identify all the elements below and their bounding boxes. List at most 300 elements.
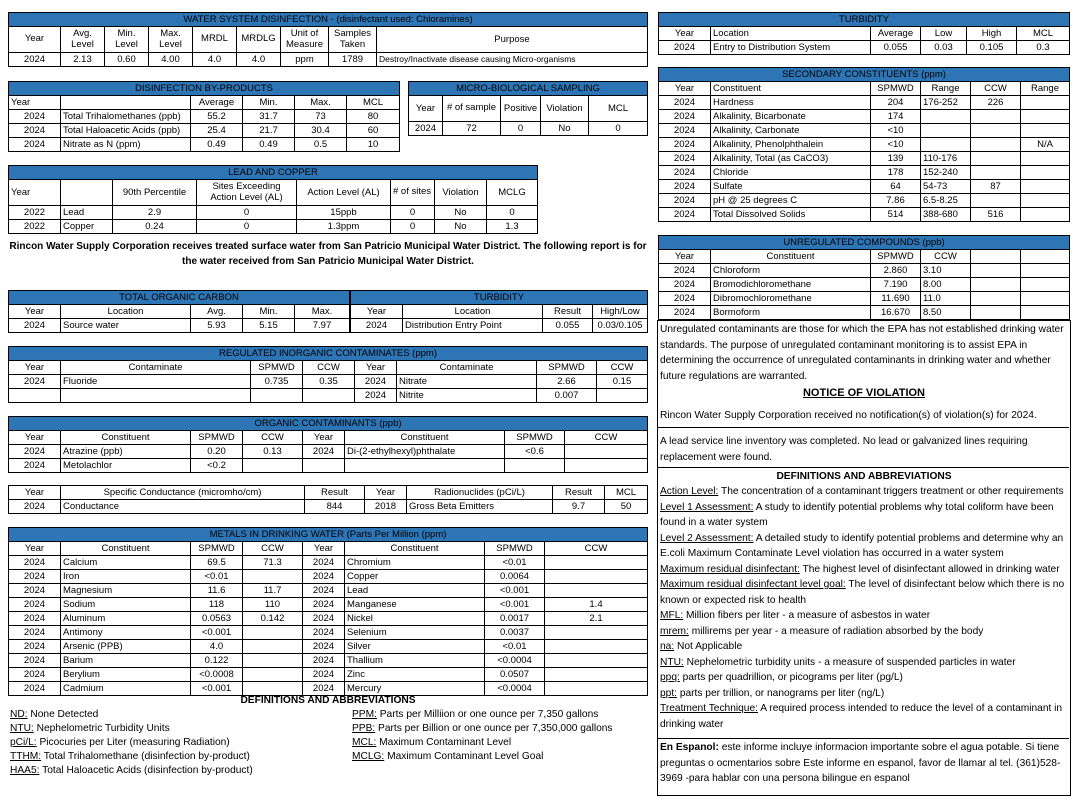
table-cell	[345, 459, 505, 473]
table-cell: 2024	[355, 389, 397, 403]
espanol-label: En Espanol:	[660, 742, 719, 753]
col-header: Samples Taken	[329, 27, 377, 53]
table-cell	[243, 626, 303, 640]
turbidity-top-table-block	[658, 12, 1070, 55]
secondary-table	[658, 67, 1070, 222]
table-row	[9, 584, 648, 598]
col-header: Year	[9, 96, 61, 110]
table-cell: 2024	[303, 570, 345, 584]
table-cell	[971, 278, 1021, 292]
table-cell: 15ppb	[297, 206, 391, 220]
table-cell: 11.6	[191, 584, 243, 598]
table-cell: 0.0037	[485, 626, 545, 640]
metals-title: METALS IN DRINKING WATER (Parts Per Million (ppm)	[9, 528, 648, 542]
table-cell: 0.03	[921, 41, 967, 55]
divider	[657, 467, 1069, 468]
table-cell: <10	[871, 124, 921, 138]
table-cell: 2024	[9, 124, 61, 138]
col-header: Year	[409, 96, 443, 122]
table-cell: 2024	[9, 668, 61, 682]
table-cell: Distribution Entry Point	[403, 319, 543, 333]
table-cell: 2024	[9, 110, 61, 124]
table-cell: Bromodichloromethane	[711, 278, 871, 292]
col-header: Contaminate	[61, 361, 251, 375]
table-row	[409, 122, 648, 136]
table-cell	[971, 138, 1021, 152]
table-cell	[545, 668, 648, 682]
table-cell: Nitrite	[397, 389, 537, 403]
table-row	[659, 96, 1070, 110]
table-cell: 2024	[303, 668, 345, 682]
table-cell: 0	[501, 122, 541, 136]
table-cell	[1021, 208, 1070, 222]
table-cell: 2024	[9, 319, 61, 333]
table-cell: Total Dissolved Solids	[711, 208, 871, 222]
table-cell: 2024	[9, 500, 61, 514]
table-cell: 5.93	[191, 319, 243, 333]
col-header: Max. Level	[149, 27, 193, 53]
table-cell	[303, 389, 355, 403]
table-cell: Sodium	[61, 598, 191, 612]
definition-item	[352, 708, 648, 722]
table-cell: 2022	[9, 220, 61, 234]
espanol-text: este informe incluye informacion importante sobre el agua potable. Si tiene preguntas o ocmentarios sobre Este informe en espanol, favor de llamar al tel. (361)528-3969 -para hablar con una persona bilingue en espanol	[660, 742, 1061, 784]
table-cell	[1021, 194, 1070, 208]
table-cell: Alkalinity, Total (as CaCO3)	[711, 152, 871, 166]
table-cell: 2024	[659, 152, 711, 166]
table-cell	[1021, 180, 1070, 194]
table-cell	[971, 152, 1021, 166]
definition-text: Parts per Billion or one ounce per 7,350,000 gallons	[375, 723, 613, 734]
table-cell: 2024	[303, 640, 345, 654]
col-header: Constituent	[345, 542, 485, 556]
lead-line-inventory: A lead service line inventory was completed. No lead or galvanized lines requiring replacement were found.	[660, 436, 1028, 463]
table-cell: 2024	[659, 138, 711, 152]
table-cell: 2022	[9, 206, 61, 220]
definition-item	[660, 577, 1068, 608]
table-cell: 2024	[303, 626, 345, 640]
col-header: SPMWD	[191, 542, 243, 556]
table-cell: 2024	[9, 584, 61, 598]
table-cell: Total Trihalomethanes (ppb)	[61, 110, 191, 124]
table-row	[9, 53, 648, 67]
table-cell: 2024	[659, 166, 711, 180]
organic-title: ORGANIC CONTAMINANTS (ppb)	[9, 417, 648, 431]
table-cell: 0	[391, 220, 435, 234]
definition-text: Maximum Contaminant Level Goal	[384, 751, 544, 762]
definition-item	[10, 708, 340, 722]
table-cell: <0.01	[485, 556, 545, 570]
definition-term: ppq:	[660, 672, 680, 683]
col-header: Year	[9, 27, 61, 53]
micro-table-block	[408, 81, 648, 136]
col-header: Unit of Measure	[281, 27, 329, 53]
table-cell: Berylium	[61, 668, 191, 682]
col-header: Constituent	[61, 431, 191, 445]
definition-term: mrem:	[660, 625, 689, 637]
definition-item	[660, 500, 1068, 531]
col-header	[61, 96, 191, 110]
table-row	[659, 166, 1070, 180]
table-row	[659, 41, 1070, 55]
table-cell: 0.49	[191, 138, 243, 152]
inorganic-title: REGULATED INORGANIC CONTAMINATES (ppm)	[9, 347, 648, 361]
table-cell: <0.0004	[485, 654, 545, 668]
col-header: CCW	[303, 361, 355, 375]
table-cell: 2024	[9, 570, 61, 584]
table-cell: 0	[487, 206, 538, 220]
table-cell	[565, 445, 648, 459]
definition-term: Maximum residual disinfectant level goal:	[660, 579, 846, 590]
table-cell: 2024	[303, 682, 345, 696]
table-cell: 2024	[303, 556, 345, 570]
table-cell: 0.60	[105, 53, 149, 67]
table-cell: 0.055	[543, 319, 593, 333]
table-cell: 2024	[351, 319, 403, 333]
table-cell: 0.122	[191, 654, 243, 668]
definition-item	[660, 624, 1068, 640]
table-cell: Chromium	[345, 556, 485, 570]
table-cell: 2018	[365, 500, 407, 514]
table-cell: 2024	[9, 445, 61, 459]
table-cell: 0.49	[243, 138, 295, 152]
unregulated-title: UNREGULATED COMPOUNDS (ppb)	[659, 236, 1070, 250]
table-cell	[971, 306, 1021, 320]
table-cell: <0.001	[191, 682, 243, 696]
col-header: Average	[871, 27, 921, 41]
definition-item	[660, 686, 1068, 702]
col-header: Year	[659, 27, 711, 41]
col-header: # of sample	[443, 96, 501, 122]
col-header: Min. Level	[105, 27, 149, 53]
table-cell	[243, 668, 303, 682]
table-cell: 2024	[659, 292, 711, 306]
violation-title: NOTICE OF VIOLATION	[802, 387, 925, 399]
col-header: High/Low	[593, 305, 648, 319]
table-cell: Lead	[345, 584, 485, 598]
definition-term: PPM:	[352, 709, 377, 720]
toc-table	[8, 290, 350, 333]
table-cell	[971, 292, 1021, 306]
table-cell: 8.00	[921, 278, 971, 292]
table-cell	[545, 584, 648, 598]
table-cell: 0.055	[871, 41, 921, 55]
col-header: Max.	[295, 305, 350, 319]
definition-term: ppt:	[660, 687, 677, 699]
definition-item	[10, 722, 340, 736]
micro-table	[408, 81, 648, 136]
table-cell: Bormoform	[711, 306, 871, 320]
definition-text: Picocuries per Liter (measuring Radiation)	[36, 737, 230, 748]
definition-term: HAA5:	[10, 765, 40, 776]
table-cell: 54-73	[921, 180, 971, 194]
table-cell: 72	[443, 122, 501, 136]
table-row	[9, 640, 648, 654]
table-cell: <0.001	[485, 584, 545, 598]
table-cell: pH @ 25 degrees C	[711, 194, 871, 208]
table-cell: Nitrate	[397, 375, 537, 389]
table-cell: 0.0017	[485, 612, 545, 626]
col-header: Year	[9, 486, 61, 500]
col-header: Max.	[295, 96, 347, 110]
table-row	[9, 598, 648, 612]
table-row	[9, 124, 400, 138]
table-cell	[971, 110, 1021, 124]
col-header: Year	[365, 486, 407, 500]
table-row	[9, 375, 648, 389]
table-cell: 2024	[9, 626, 61, 640]
table-cell: Di-(2-ethylhexyl)phthalate	[345, 445, 505, 459]
table-cell: <0.0004	[485, 682, 545, 696]
definition-term: Level 2 Assessment:	[660, 532, 754, 544]
table-cell: 2024	[303, 612, 345, 626]
divider	[657, 738, 1069, 739]
table-cell: 2024	[659, 306, 711, 320]
col-header: Result	[305, 486, 365, 500]
table-cell: 11.7	[243, 584, 303, 598]
table-cell: 1789	[329, 53, 377, 67]
unregulated-table	[658, 235, 1070, 320]
table-row	[659, 152, 1070, 166]
table-cell: Copper	[61, 220, 113, 234]
table-cell: Calcium	[61, 556, 191, 570]
col-header: CCW	[243, 542, 303, 556]
table-cell: <0.0008	[191, 668, 243, 682]
col-header: # of sites	[391, 180, 435, 206]
table-cell: 226	[971, 96, 1021, 110]
col-header: Constituent	[711, 250, 871, 264]
table-row	[659, 208, 1070, 222]
defs-bottom-right	[352, 708, 648, 764]
table-cell: Mercury	[345, 682, 485, 696]
col-header: 90th Percentile	[113, 180, 197, 206]
col-header: Violation	[435, 180, 487, 206]
table-cell: 69.5	[191, 556, 243, 570]
table-cell: 2024	[303, 654, 345, 668]
definition-term: Action Level:	[660, 486, 719, 497]
table-cell: Nickel	[345, 612, 485, 626]
table-cell: Alkalinity, Carbonate	[711, 124, 871, 138]
table-cell: Aluminum	[61, 612, 191, 626]
table-cell	[921, 110, 971, 124]
table-row	[9, 459, 648, 473]
table-cell: 25.4	[191, 124, 243, 138]
col-header: Range	[1021, 82, 1070, 96]
rincon-note: Rincon Water Supply Corporation receives treated surface water from San Patricio Municipal Water District. The following report is for the water received from San Patricio Municipal Water District.	[9, 241, 647, 267]
table-cell: 0.5	[295, 138, 347, 152]
table-cell: 152-240	[921, 166, 971, 180]
table-cell: 0.0507	[485, 668, 545, 682]
table-cell	[971, 250, 1021, 264]
inorganic-table	[8, 346, 648, 403]
col-header: MRDL	[193, 27, 237, 53]
definition-text: Total Trihalomethane (disinfection by-product)	[41, 751, 250, 762]
table-row	[659, 138, 1070, 152]
table-cell: 2.13	[61, 53, 105, 67]
table-cell: 11.0	[921, 292, 971, 306]
micro-title: MICRO-BIOLOGICAL SAMPLING	[409, 82, 648, 96]
table-cell: Chloride	[711, 166, 871, 180]
col-header: Year	[659, 250, 711, 264]
table-cell: Nitrate as N (ppm)	[61, 138, 191, 152]
metals-table	[8, 527, 648, 696]
table-cell: 55.2	[191, 110, 243, 124]
table-row	[659, 278, 1070, 292]
definition-text: The concentration of a contaminant triggers treatment or other requirements	[718, 486, 1064, 497]
table-cell	[61, 389, 251, 403]
table-cell: 0.15	[597, 375, 648, 389]
definition-term: Level 1 Assessment:	[660, 501, 754, 513]
table-cell: <10	[871, 138, 921, 152]
table-cell: 0.142	[243, 612, 303, 626]
col-header: Violation	[541, 96, 589, 122]
col-header: SPMWD	[505, 431, 565, 445]
table-cell: 80	[347, 110, 400, 124]
table-cell: <0.001	[191, 626, 243, 640]
table-cell: 0.13	[243, 445, 303, 459]
table-row	[9, 556, 648, 570]
definition-text: Nephelometric Turbidity Units	[33, 723, 170, 734]
table-cell	[971, 194, 1021, 208]
col-header: Low	[921, 27, 967, 41]
definition-term: MCLG:	[352, 751, 385, 762]
table-cell: 174	[871, 110, 921, 124]
table-cell: Magnesium	[61, 584, 191, 598]
table-cell: 2024	[659, 264, 711, 278]
table-row	[659, 124, 1070, 138]
dbp-title: DISINFECTION BY-PRODUCTS	[9, 82, 400, 96]
table-row	[9, 206, 538, 220]
col-header: Year	[303, 542, 345, 556]
metals-table-block	[8, 527, 648, 696]
table-cell: 118	[191, 598, 243, 612]
table-cell: 2024	[9, 459, 61, 473]
table-cell: <0.001	[485, 598, 545, 612]
col-header: SPMWD	[485, 542, 545, 556]
table-cell: 2024	[9, 640, 61, 654]
table-cell	[9, 389, 61, 403]
table-cell: 5.15	[243, 319, 295, 333]
table-cell: 73	[295, 110, 347, 124]
divider	[657, 427, 1069, 428]
table-cell: 2024	[355, 375, 397, 389]
espanol-note	[660, 740, 1068, 787]
turbidity-top-title: TURBIDITY	[659, 13, 1070, 27]
disinfection-table	[8, 12, 648, 67]
definition-text: The level of disinfectant below which there is no known or expected risk to health	[660, 579, 1065, 606]
table-cell	[1021, 152, 1070, 166]
table-cell: Thallium	[345, 654, 485, 668]
table-cell: 2024	[9, 138, 61, 152]
definition-term: NTU:	[660, 656, 684, 668]
table-cell: Sulfate	[711, 180, 871, 194]
definition-item	[660, 608, 1068, 624]
table-row	[659, 292, 1070, 306]
turbidity-top-table	[658, 12, 1070, 55]
turbidity-mid-title: TURBIDITY	[351, 291, 648, 305]
table-cell: 0.03/0.105	[593, 319, 648, 333]
table-cell: 2024	[659, 180, 711, 194]
definition-text: parts per trillion, or nanograms per liter (ng/L)	[677, 687, 885, 699]
table-cell	[251, 389, 303, 403]
table-cell: 0.0563	[191, 612, 243, 626]
table-cell: 2.66	[537, 375, 597, 389]
col-header: CCW	[921, 250, 971, 264]
table-row	[9, 138, 400, 152]
table-cell	[1021, 278, 1070, 292]
table-cell: 2024	[9, 598, 61, 612]
table-cell	[545, 556, 648, 570]
col-header: SPMWD	[871, 250, 921, 264]
table-cell: 2024	[9, 375, 61, 389]
col-header: Sites Exceeding Action Level (AL)	[197, 180, 297, 206]
table-cell	[1021, 292, 1070, 306]
col-header: Year	[9, 361, 61, 375]
defs-bottom-left	[10, 708, 340, 778]
table-cell: Silver	[345, 640, 485, 654]
table-cell	[545, 626, 648, 640]
table-cell: 178	[871, 166, 921, 180]
col-header: Positive	[501, 96, 541, 122]
table-cell: 1.3	[487, 220, 538, 234]
table-row	[659, 194, 1070, 208]
col-header: High	[967, 27, 1017, 41]
table-cell: Entry to Distribution System	[711, 41, 871, 55]
table-cell: 2024	[303, 598, 345, 612]
table-cell: 2024	[9, 612, 61, 626]
col-header: MCLG	[487, 180, 538, 206]
definition-text: A detailed study to identify potential problems and determine why an E.coli Maximum Contaminate Level violation has occurred in a water system	[660, 532, 1064, 559]
table-cell	[921, 124, 971, 138]
table-row	[9, 445, 648, 459]
table-cell: 21.7	[243, 124, 295, 138]
table-cell: 87	[971, 180, 1021, 194]
table-cell: 2024	[659, 194, 711, 208]
col-header: MCL	[589, 96, 648, 122]
table-cell	[565, 459, 648, 473]
table-row	[9, 626, 648, 640]
table-cell: 2024	[409, 122, 443, 136]
table-cell	[597, 389, 648, 403]
table-cell: 110	[243, 598, 303, 612]
table-cell: Destroy/Inactivate disease causing Micro-organisms	[377, 53, 648, 67]
table-row	[659, 180, 1070, 194]
table-cell: Dibromochloromethane	[711, 292, 871, 306]
table-cell: 0.007	[537, 389, 597, 403]
table-cell: 6.5-8.25	[921, 194, 971, 208]
table-cell	[1021, 96, 1070, 110]
col-header: SPMWD	[871, 82, 921, 96]
table-cell: 0	[589, 122, 648, 136]
table-cell: 64	[871, 180, 921, 194]
lead-copper-table	[8, 165, 538, 234]
definition-term: PPB:	[352, 723, 376, 734]
table-cell: 2.1	[545, 612, 648, 626]
definition-term: Treatment Technique:	[660, 703, 758, 714]
table-cell: Copper	[345, 570, 485, 584]
definition-term: na:	[660, 641, 675, 652]
table-cell: 0	[197, 220, 297, 234]
conductance-table-block	[8, 485, 648, 514]
table-cell: <0.01	[485, 640, 545, 654]
definition-term: MCL:	[352, 737, 377, 748]
col-header: MCL	[605, 486, 648, 500]
definition-text: millirems per year - a measure of radiation absorbed by the body	[688, 625, 984, 637]
table-cell: Total Haloacetic Acids (ppb)	[61, 124, 191, 138]
organic-table-block	[8, 416, 648, 473]
table-cell: 8.50	[921, 306, 971, 320]
definition-term: NTU:	[10, 723, 34, 734]
